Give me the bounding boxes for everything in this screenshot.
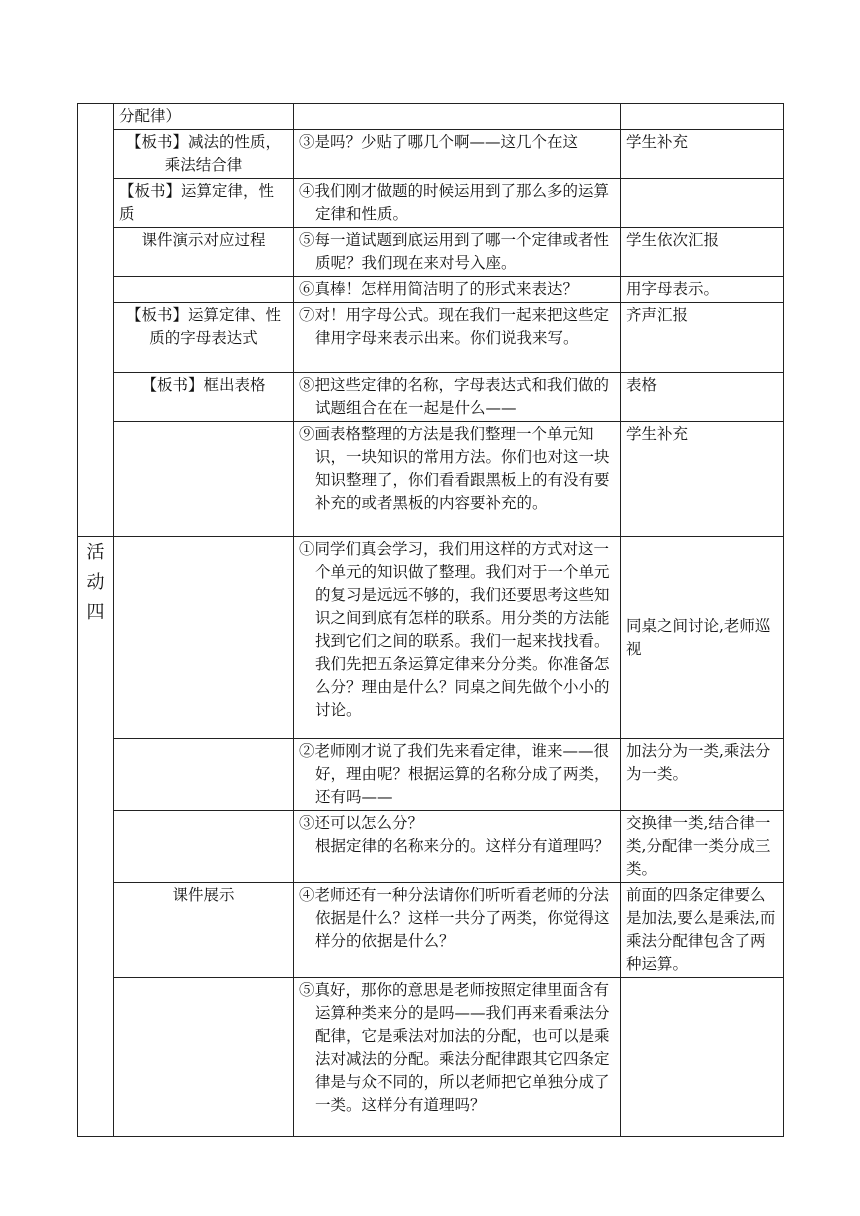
teacher-text: ①同学们真会学习，我们用这样的方式对这一个单元的知识做了整理。我们对于一个单元的复习是远远不够的，我们还要思考这些知识之间到底有怎样的联系。用分类的方法能找到它们之间的联系。我们一起来找找看。我们先把五条运算定律来分分类。你准备怎么分？理由是什么？同桌之间先做个小小的讨论。 (299, 540, 610, 719)
table-row (78, 104, 784, 130)
table-row (78, 228, 784, 277)
teacher-text: ③还可以怎么分？ (299, 814, 424, 832)
table-row (78, 978, 784, 1137)
student-cell: 学生补充 (621, 130, 784, 179)
section-label-char: 动 (86, 572, 105, 593)
teacher-cell (294, 277, 621, 303)
teacher-cell (294, 228, 621, 277)
teacher-cell (294, 422, 621, 537)
student-cell: 加法分为一类,乘法分为一类。 (621, 739, 784, 811)
board-cell (114, 277, 294, 303)
board-cell (114, 978, 294, 1137)
table-row (78, 373, 784, 422)
section-label-char: 四 (86, 602, 105, 623)
teacher-cell (294, 978, 621, 1137)
table-row (78, 130, 784, 179)
board-cell (114, 422, 294, 537)
lesson-plan-table (77, 103, 784, 1137)
teacher-text: ⑦对！用字母公式。现在我们一起来把这些定律用字母来表示出来。你们说我来写。 (299, 306, 610, 347)
board-cell: 【板书】运算定律、性质的字母表达式 (114, 303, 294, 373)
table-row (78, 277, 784, 303)
teacher-text: ②老师刚才说了我们先来看定律，谁来——很好，理由呢？根据运算的名称分成了两类，还有吗—— (299, 742, 610, 806)
student-cell: 用字母表示。 (621, 277, 784, 303)
student-cell: 学生补充 (621, 422, 784, 537)
teacher-text: ⑧把这些定律的名称，字母表达式和我们做的试题组合在在一起是什么—— (299, 376, 610, 417)
student-cell: 表格 (621, 373, 784, 422)
board-cell (114, 537, 294, 739)
teacher-text: ④我们刚才做题的时候运用到了那么多的运算定律和性质。 (299, 182, 610, 223)
teacher-cell (294, 179, 621, 228)
section-label-char: 活 (86, 542, 105, 563)
board-cell: 【板书】减法的性质，乘法结合律 (114, 130, 294, 179)
board-cell: 课件展示 (114, 883, 294, 978)
board-cell: 【板书】运算定律，性质 (114, 179, 294, 228)
teacher-text: ④老师还有一种分法请你们听听看老师的分法依据是什么？这样一共分了两类，你觉得这样分的依据是什么？ (299, 886, 610, 950)
teacher-subtext: 根据定律的名称来分的。这样分有道理吗？ (315, 837, 610, 855)
table-row (78, 303, 784, 373)
section-label-activity-four (78, 537, 114, 1137)
table-row (78, 811, 784, 883)
board-cell: 课件演示对应过程 (114, 228, 294, 277)
student-cell: 同桌之间讨论,老师巡视 (621, 537, 784, 739)
table-row (78, 739, 784, 811)
board-cell: 分配律） (114, 104, 294, 130)
student-cell: 前面的四条定律要么是加法,要么是乘法,而乘法分配律包含了两种运算。 (621, 883, 784, 978)
table-row (78, 422, 784, 537)
teacher-text: ⑨画表格整理的方法是我们整理一个单元知识，一块知识的常用方法。你们也对这一块知识整理了，你们看看跟黑板上的有没有要补充的或者黑板的内容要补充的。 (299, 425, 610, 512)
teacher-cell (294, 883, 621, 978)
table-row (78, 537, 784, 739)
teacher-text: ⑤每一道试题到底运用到了哪一个定律或者性质呢？我们现在来对号入座。 (299, 231, 610, 272)
teacher-cell (294, 130, 621, 179)
board-cell: 【板书】框出表格 (114, 373, 294, 422)
student-cell: 交换律一类,结合律一类,分配律一类分成三类。 (621, 811, 784, 883)
teacher-cell (294, 104, 621, 130)
teacher-cell (294, 739, 621, 811)
board-cell (114, 739, 294, 811)
student-cell (621, 104, 784, 130)
student-cell (621, 978, 784, 1137)
table-row (78, 179, 784, 228)
teacher-cell (294, 373, 621, 422)
teacher-cell (294, 303, 621, 373)
board-cell (114, 811, 294, 883)
student-cell (621, 179, 784, 228)
student-cell: 学生依次汇报 (621, 228, 784, 277)
student-cell: 齐声汇报 (621, 303, 784, 373)
teacher-cell (294, 537, 621, 739)
section-label-cell (78, 104, 114, 537)
teacher-text: ③是吗？少贴了哪几个啊——这几个在这 (299, 133, 579, 151)
table-row (78, 883, 784, 978)
teacher-text: ⑤真好，那你的意思是老师按照定律里面含有运算种类来分的是吗——我们再来看乘法分配律，它是乘法对加法的分配，也可以是乘法对减法的分配。乘法分配律跟其它四条定律是与众不同的，所以老师把它单独分成了一类。这样分有道理吗？ (299, 981, 610, 1114)
teacher-text: ⑥真棒！怎样用简洁明了的形式来表达？ (299, 280, 579, 298)
teacher-cell (294, 811, 621, 883)
